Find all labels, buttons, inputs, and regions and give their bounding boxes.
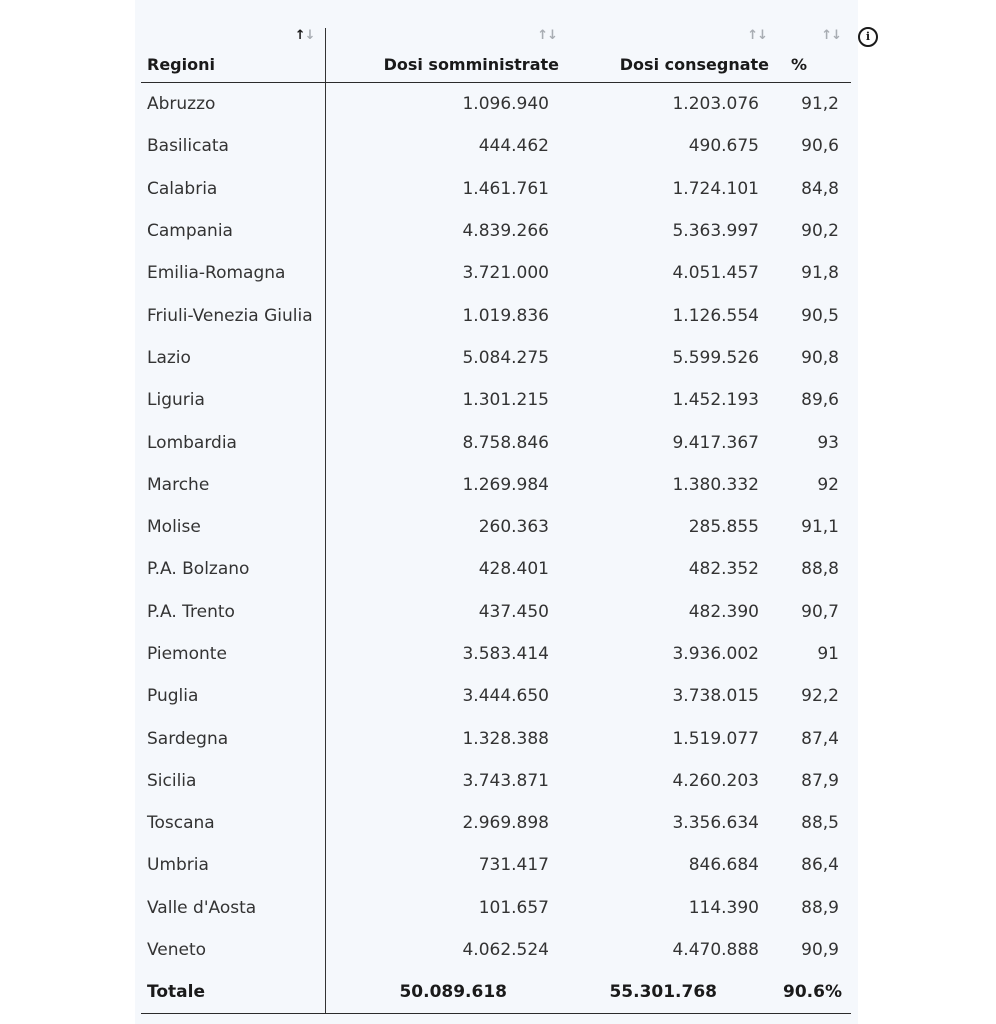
cell-percent: 92: [817, 474, 839, 495]
table-row: [141, 379, 851, 421]
cell-region: Toscana: [141, 802, 325, 844]
column-header-regions[interactable]: [141, 28, 325, 83]
cell-administered: 1.301.215: [462, 390, 549, 411]
table-total-row: [141, 971, 851, 1014]
cell-percent: 90,7: [801, 601, 839, 622]
table-row: [141, 337, 851, 379]
cell-region: Sicilia: [141, 760, 325, 802]
cell-percent: 93: [817, 432, 839, 453]
cell-administered: 3.444.650: [462, 686, 549, 707]
cell-percent: 86,4: [801, 855, 839, 876]
cell-percent: 90,9: [801, 940, 839, 961]
cell-administered: 3.583.414: [462, 644, 549, 664]
cell-administered: 1.461.761: [462, 178, 549, 199]
total-delivered: 55.301.768: [567, 971, 777, 1014]
cell-administered: 260.363: [478, 517, 549, 538]
vaccine-doses-table: [141, 28, 851, 1014]
table-row: [141, 464, 851, 506]
cell-administered: 731.417: [478, 855, 549, 876]
cell-delivered: 4.260.203: [672, 770, 759, 791]
cell-administered: 444.462: [478, 136, 549, 157]
cell-region: Basilicata: [141, 125, 325, 167]
table-header-row: [141, 28, 851, 83]
table-row: [141, 294, 851, 336]
table-row: [141, 717, 851, 759]
cell-delivered: 3.936.002: [672, 644, 759, 664]
cell-administered: 8.758.846: [462, 432, 549, 453]
cell-region: Calabria: [141, 168, 325, 210]
cell-percent: 84,8: [801, 178, 839, 199]
cell-region: Piemonte: [141, 633, 325, 675]
table-row: [141, 548, 851, 590]
cell-percent: 90,6: [801, 136, 839, 157]
info-icon[interactable]: i: [858, 27, 878, 47]
cell-region: Lazio: [141, 337, 325, 379]
cell-percent: 91,8: [801, 263, 839, 284]
cell-region: Emilia-Romagna: [141, 252, 325, 294]
table-row: [141, 802, 851, 844]
cell-percent: 91: [817, 644, 839, 664]
cell-administered: 4.839.266: [462, 221, 549, 242]
cell-administered: 1.019.836: [462, 305, 549, 326]
cell-percent: 88,9: [801, 897, 839, 918]
cell-region: Friuli-Venezia Giulia: [141, 294, 325, 336]
table-row: [141, 252, 851, 294]
cell-region: P.A. Bolzano: [141, 548, 325, 590]
cell-delivered: 846.684: [688, 855, 759, 876]
table-row: [141, 591, 851, 633]
cell-percent: 88,5: [801, 813, 839, 834]
sort-up-down-icon[interactable]: ↑↓: [821, 28, 841, 43]
column-header-percent[interactable]: [777, 28, 851, 83]
table-row: [141, 760, 851, 802]
cell-region: Valle d'Aosta: [141, 887, 325, 929]
cell-delivered: 5.363.997: [672, 221, 759, 242]
total-percent: 90.6%: [777, 971, 851, 1014]
table-row: [141, 887, 851, 929]
cell-region: Molise: [141, 506, 325, 548]
cell-percent: 89,6: [801, 390, 839, 411]
cell-administered: 3.721.000: [462, 263, 549, 284]
cell-delivered: 4.470.888: [672, 940, 759, 961]
table-row: [141, 844, 851, 886]
cell-delivered: 9.417.367: [672, 432, 759, 453]
cell-delivered: 1.724.101: [672, 178, 759, 199]
column-header-label: Dosi somministrate: [383, 55, 559, 74]
table-row: [141, 675, 851, 717]
cell-percent: 87,4: [801, 728, 839, 749]
cell-region: Marche: [141, 464, 325, 506]
cell-percent: 90,2: [801, 221, 839, 242]
cell-delivered: 5.599.526: [672, 347, 759, 368]
table-row: [141, 633, 851, 675]
column-header-administered[interactable]: [325, 28, 567, 83]
cell-region: Lombardia: [141, 421, 325, 463]
cell-delivered: 1.452.193: [672, 390, 759, 411]
cell-delivered: 3.356.634: [672, 813, 759, 834]
cell-delivered: 1.126.554: [672, 305, 759, 326]
cell-administered: 4.062.524: [462, 940, 549, 961]
cell-region: Liguria: [141, 379, 325, 421]
cell-region: Sardegna: [141, 717, 325, 759]
cell-region: Abruzzo: [141, 83, 325, 126]
cell-administered: 1.328.388: [462, 728, 549, 749]
cell-administered: 3.743.871: [462, 770, 549, 791]
table-row: [141, 421, 851, 463]
cell-delivered: 482.352: [688, 559, 759, 580]
cell-region: Puglia: [141, 675, 325, 717]
table-row: [141, 83, 851, 126]
cell-delivered: 1.519.077: [672, 728, 759, 749]
cell-region: Umbria: [141, 844, 325, 886]
cell-administered: 1.269.984: [462, 474, 549, 495]
cell-region: P.A. Trento: [141, 591, 325, 633]
cell-delivered: 1.380.332: [672, 474, 759, 495]
total-label: Totale: [141, 971, 325, 1014]
column-header-label: Dosi consegnate: [619, 55, 769, 74]
cell-delivered: 490.675: [688, 136, 759, 157]
table-row: [141, 506, 851, 548]
cell-percent: 91,1: [801, 517, 839, 538]
table-row: [141, 210, 851, 252]
column-header-label: Regioni: [147, 55, 215, 74]
cell-administered: 2.969.898: [462, 813, 549, 834]
cell-percent: 92,2: [801, 686, 839, 707]
cell-administered: 101.657: [478, 897, 549, 918]
cell-administered: 428.401: [478, 559, 549, 580]
cell-percent: 88,8: [801, 559, 839, 580]
sort-up-down-icon[interactable]: ↑↓: [747, 28, 767, 43]
cell-delivered: 3.738.015: [672, 686, 759, 707]
cell-delivered: 285.855: [688, 517, 759, 538]
cell-percent: 90,8: [801, 347, 839, 368]
table-row: [141, 929, 851, 971]
table-row: [141, 168, 851, 210]
cell-delivered: 114.390: [688, 897, 759, 918]
cell-percent: 87,9: [801, 770, 839, 791]
cell-region: Veneto: [141, 929, 325, 971]
cell-administered: 1.096.940: [462, 94, 549, 115]
cell-administered: 5.084.275: [462, 347, 549, 368]
sort-up-down-icon[interactable]: ↑↓: [537, 28, 557, 43]
column-header-delivered[interactable]: [567, 28, 777, 83]
cell-delivered: 4.051.457: [672, 263, 759, 284]
cell-delivered: 1.203.076: [672, 94, 759, 115]
cell-percent: 90,5: [801, 305, 839, 326]
cell-percent: 91,2: [801, 94, 839, 115]
cell-delivered: 482.390: [688, 601, 759, 622]
column-header-label: %: [790, 55, 808, 74]
cell-administered: 437.450: [478, 601, 549, 622]
table-row: [141, 125, 851, 167]
cell-region: Campania: [141, 210, 325, 252]
sort-up-down-icon[interactable]: ↑↓: [294, 28, 315, 43]
total-administered: 50.089.618: [325, 971, 567, 1014]
